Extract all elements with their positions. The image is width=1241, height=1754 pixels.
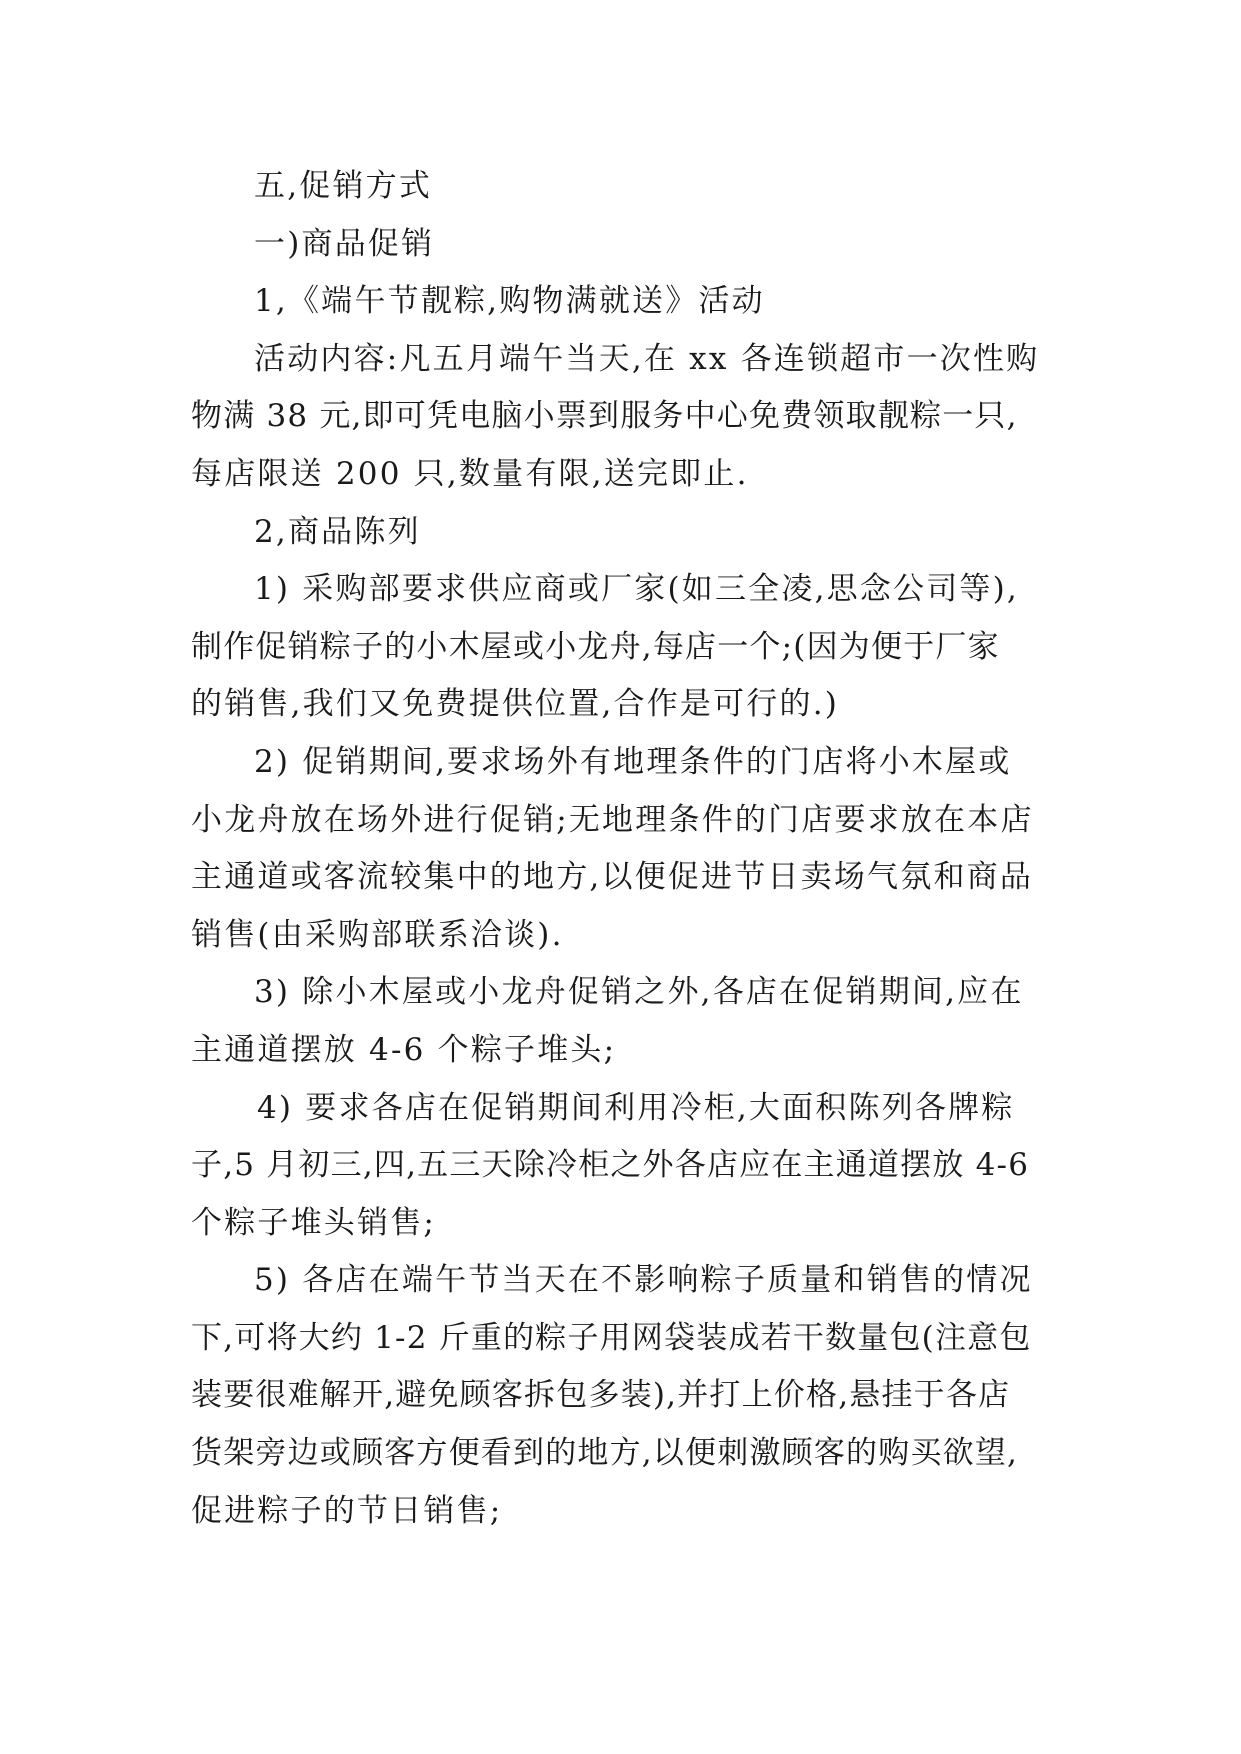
item-heading: 2,商品陈列 [254, 513, 421, 550]
paragraph-line: 下,可将大约 1-2 斤重的粽子用网袋装成若干数量包(注意包 [191, 1319, 1032, 1356]
paragraph-line: 货架旁边或顾客方便看到的地方,以便刺激顾客的购买欲望, [191, 1435, 1019, 1472]
paragraph-line: 主通道或客流较集中的地方,以便促进节日卖场气氛和商品 [191, 859, 1034, 896]
paragraph-line: 活动内容:凡五月端午当天,在 xx 各连锁超市一次性购 [254, 340, 1040, 377]
paragraph-line: 的销售,我们又免费提供位置,合作是可行的.) [191, 686, 840, 723]
paragraph-line: 小龙舟放在场外进行促销;无地理条件的门店要求放在本店 [191, 801, 1034, 838]
paragraph-line: 4) 要求各店在促销期间利用冷柜,大面积陈列各牌粽 [257, 1089, 1015, 1126]
paragraph-line: 5) 各店在端午节当天在不影响粽子质量和销售的情况 [254, 1262, 1033, 1299]
paragraph-line: 2) 促销期间,要求场外有地理条件的门店将小木屋或 [254, 743, 1012, 780]
paragraph-line: 个粽子堆头销售; [191, 1204, 437, 1241]
document-body [191, 158, 1053, 1540]
paragraph-line: 1) 采购部要求供应商或厂家(如三全凌,思念公司等), [254, 571, 1019, 608]
paragraph-line: 物满 38 元,即可凭电脑小票到服务中心免费领取靓粽一只, [191, 398, 1018, 435]
paragraph-line: 每店限送 200 只,数量有限,送完即止. [191, 455, 749, 492]
paragraph-line: 子,5 月初三,四,五三天除冷柜之外各店应在主通道摆放 4-6 [191, 1147, 1030, 1184]
paragraph-line: 3) 除小木屋或小龙舟促销之外,各店在促销期间,应在 [254, 974, 1024, 1011]
paragraph-line: 制作促销粽子的小木屋或小龙舟,每店一个;(因为便于厂家 [191, 628, 1000, 665]
paragraph-line: 促进粽子的节日销售; [191, 1492, 503, 1529]
paragraph-line: 销售(由采购部联系洽谈). [191, 916, 564, 953]
paragraph-line: 主通道摆放 4-6 个粽子堆头; [191, 1031, 617, 1068]
item-heading: 1,《端午节靓粽,购物满就送》活动 [254, 283, 765, 320]
paragraph-line: 装要很难解开,避免顾客拆包多装),并打上价格,悬挂于各店 [191, 1377, 1011, 1414]
subsection-heading: 一)商品促销 [254, 225, 435, 262]
section-heading: 五,促销方式 [254, 168, 433, 204]
